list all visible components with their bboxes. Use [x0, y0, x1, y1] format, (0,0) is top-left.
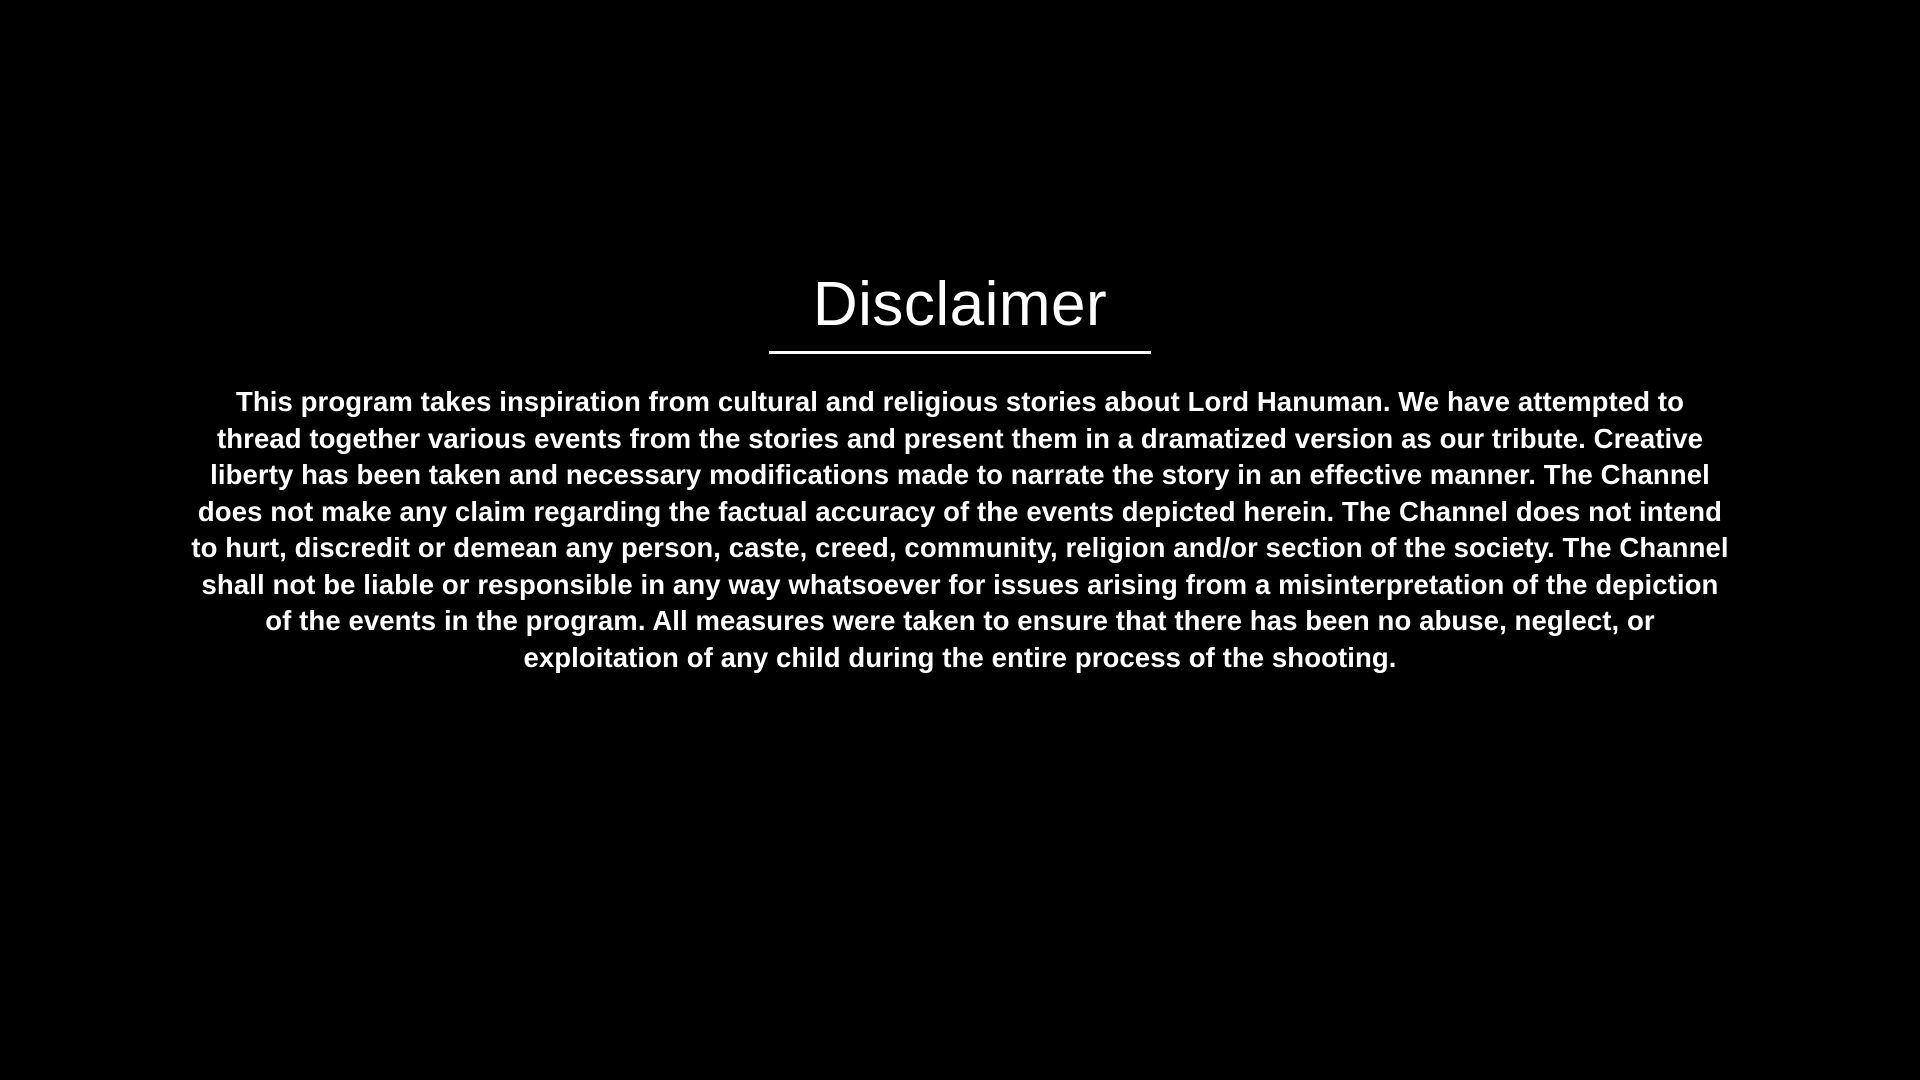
- page-title: Disclaimer: [812, 270, 1108, 339]
- disclaimer-body-text: This program takes inspiration from cultural and religious stories about Lord Hanuman. We have attempted to thread together various events from the stories and present them in a dramatized version as our tribute. Creative liberty has been taken and necessary modifications made to narrate the story in an effective manner. The Channel does not make any claim regarding the factual accuracy of the events depicted herein. The Channel does not intend to hurt, discredit or demean any person, caste, creed, community, religion and/or section of the society. The Channel shall not be liable or responsible in any way whatsoever for issues arising from a misinterpretation of the depiction of the events in the program. All measures were taken to ensure that there has been no abuse, neglect, or exploitation of any child during the entire process of the shooting.: [191, 386, 1729, 673]
- title-block: [769, 272, 1151, 354]
- title-divider: [769, 351, 1151, 354]
